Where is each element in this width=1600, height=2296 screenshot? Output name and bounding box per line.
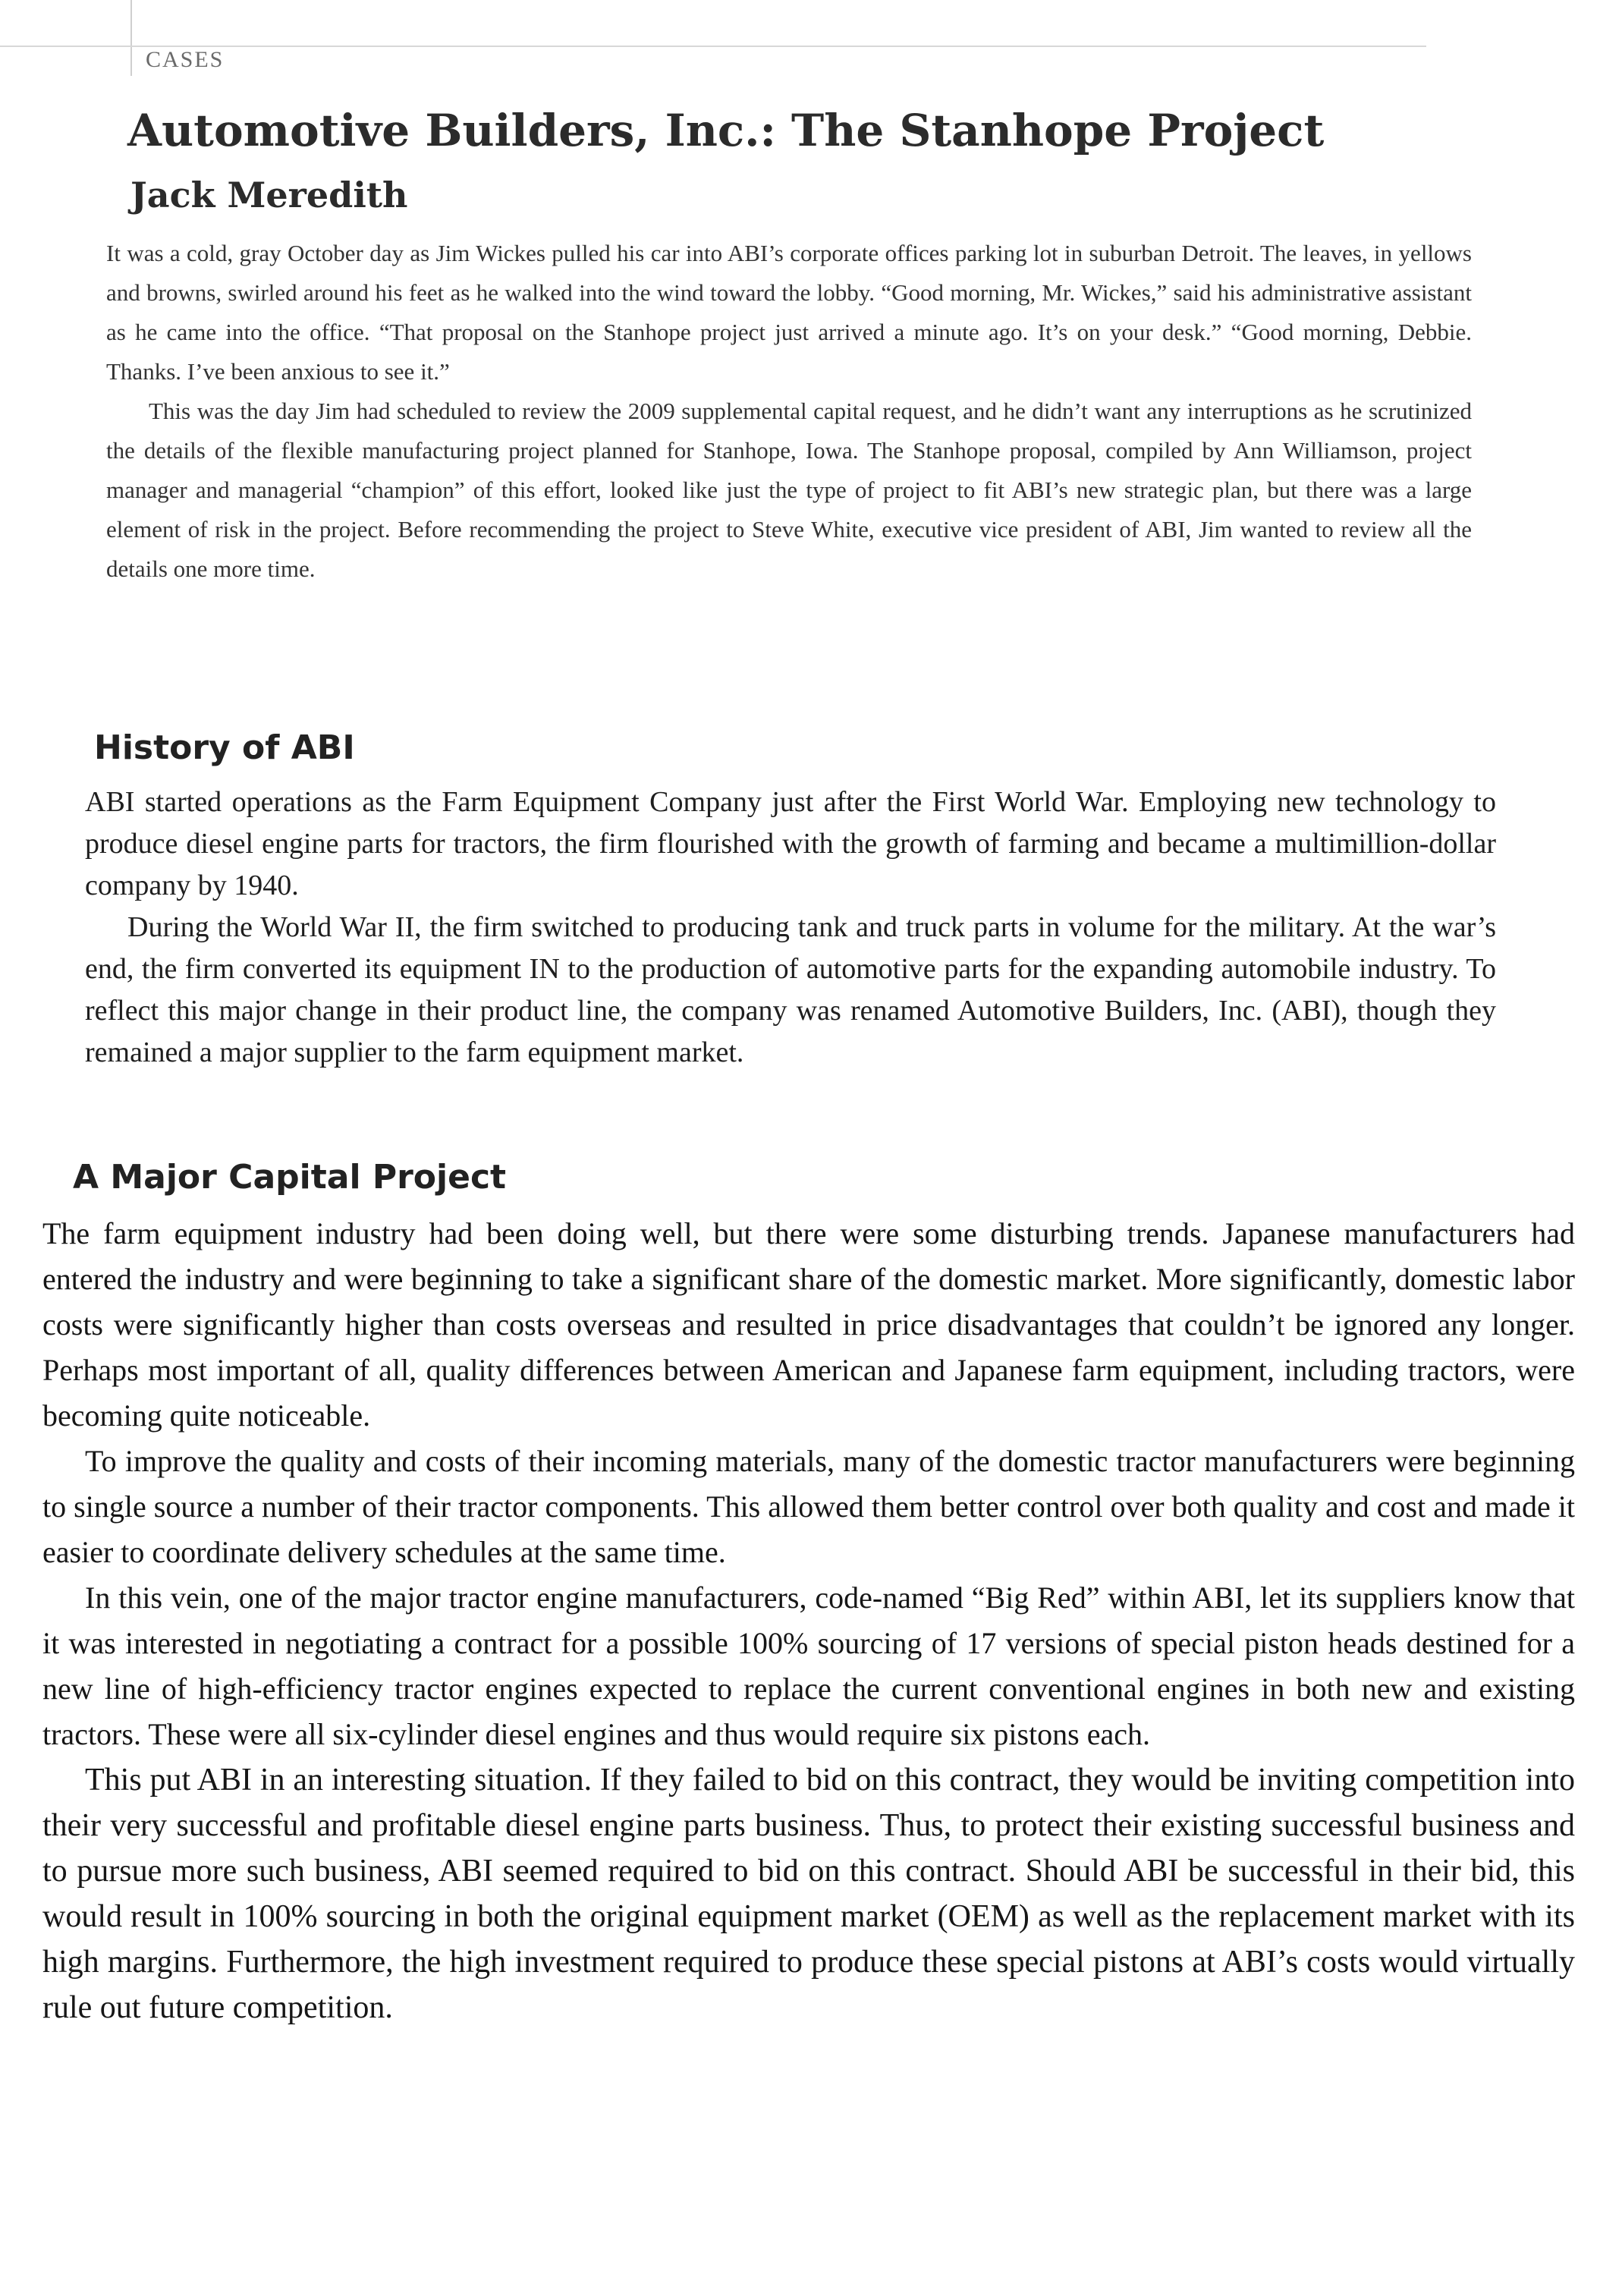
case-author: Jack Meredith <box>130 175 408 215</box>
header-margin-line <box>130 0 132 76</box>
case-title: Automotive Builders, Inc.: The Stanhope Project <box>127 105 1325 156</box>
capital-project-heading: A Major Capital Project <box>73 1158 507 1197</box>
running-head: CASES <box>146 47 225 72</box>
capital-paragraph-2: To improve the quality and costs of their incoming materials, many of the domestic tractor manufacturers were beginning to single source a number of their tractor components. This allowed them better control over both quality and cost and made it easier to coordinate delivery schedules at the same time. <box>42 1444 1575 1569</box>
history-heading: History of ABI <box>94 728 355 767</box>
capital-paragraph-1: The farm equipment industry had been doing well, but there were some disturbing trends. Japanese manufacturers had entered the industry and were beginning to take a significant share of the domestic market. More significantly, domestic labor costs were significantly higher than costs overseas and resulted in price disadvantages that couldn’t be ignored any longer. Perhaps most important of all, quality differences between American and Japanese farm equipment, including tractors, were becoming quite noticeable. <box>42 1216 1575 1433</box>
intro-paragraph-2: This was the day Jim had scheduled to review the 2009 supplemental capital request, and he didn’t want any interruptions as he scrutinized the details of the flexible manufacturing project planned for Stanhope, Iowa. The Stanhope proposal, compiled by Ann Williamson, project manager and managerial “champion” of this effort, looked like just the type of project to fit ABI’s new strategic plan, but there was a large element of risk in the project. Before recommending the project to Steve White, executive vice president of ABI, Jim wanted to review all the details one more time. <box>106 398 1472 582</box>
capital-paragraph-4: This put ABI in an interesting situation. If they failed to bid on this contract, they would be inviting competition into their very successful and profitable diesel engine parts business. Thus, to protect their existing successful business and to pursue more such business, ABI seemed required to bid on this contract. Should ABI be successful in their bid, this would result in 100% sourcing in both the original equipment market (OEM) as well as the replacement market with its high margins. Furthermore, the high investment required to produce these special pistons at ABI’s costs would virtually rule out future competition. <box>42 1763 1575 2025</box>
capital-paragraph-3: In this vein, one of the major tractor engine manufacturers, code-named “Big Red” within ABI, let its suppliers know that it was interested in negotiating a contract for a possible 100% sourcing of 17 versions of special piston heads destined for a new line of high-efficiency tractor engines expected to replace the current conventional engines in both new and existing tractors. These were all six-cylinder diesel engines and thus would require six pistons each. <box>42 1580 1575 1751</box>
intro-section <box>106 234 1472 589</box>
history-paragraph-2: During the World War II, the firm switched to producing tank and truck parts in volume for the military. At the war’s end, the firm converted its equipment IN to the production of automotive parts for the expanding automobile industry. To reflect this major change in their product line, the company was renamed Automotive Builders, Inc. (ABI), though they remained a major supplier to the farm equipment market. <box>85 911 1496 1068</box>
capital-project-section <box>42 1211 1575 2030</box>
history-section <box>85 782 1496 1074</box>
intro-paragraph-1: It was a cold, gray October day as Jim Wickes pulled his car into ABI’s corporate offices parking lot in suburban Detroit. The leaves, in yellows and browns, swirled around his feet as he walked into the wind toward the lobby. “Good morning, Mr. Wickes,” said his administrative assistant as he came into the office. “That proposal on the Stanhope project just arrived a minute ago. It’s on your desk.” “Good morning, Debbie. Thanks. I’ve been anxious to see it.” <box>106 240 1472 385</box>
history-paragraph-1: ABI started operations as the Farm Equipment Company just after the First World War. Employing new technology to produce diesel engine parts for tractors, the firm flourished with the growth of farming and became a multimillion-dollar company by 1940. <box>85 786 1496 901</box>
